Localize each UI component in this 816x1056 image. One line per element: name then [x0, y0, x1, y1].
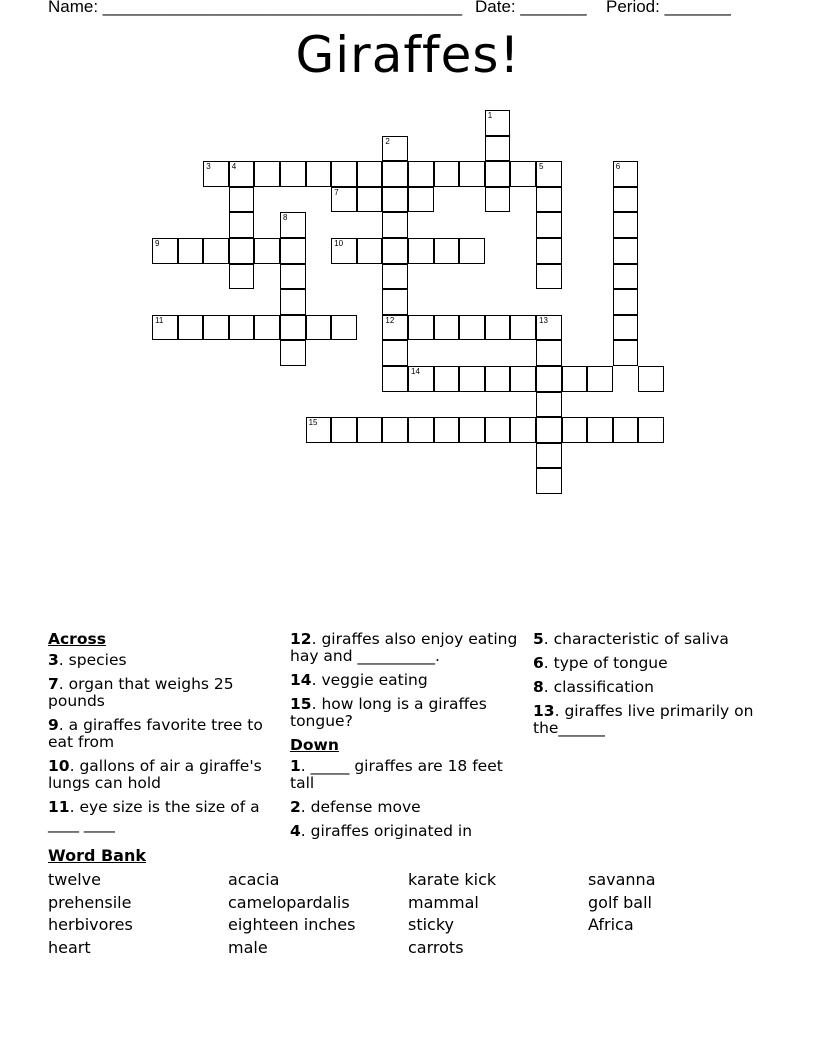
crossword-cell[interactable]: [280, 340, 306, 366]
crossword-cell[interactable]: [536, 366, 562, 392]
clue-across-9: 9. a giraffes favorite tree to eat from: [48, 716, 263, 751]
crossword-cell[interactable]: [306, 417, 332, 443]
clue-across-11: 11. eye size is the size of a ____ ____: [48, 798, 260, 833]
crossword-cell[interactable]: [613, 238, 639, 264]
crossword-cell[interactable]: [562, 417, 588, 443]
crossword-cell[interactable]: [280, 315, 306, 341]
crossword-cell[interactable]: [382, 212, 408, 238]
crossword-cell[interactable]: [613, 161, 639, 187]
clue-down-1: 1. _____ giraffes are 18 feet tall: [290, 757, 503, 792]
clue-number: 2: [385, 136, 390, 146]
clue-across-3: 3. species: [48, 651, 127, 669]
crossword-cell[interactable]: [306, 161, 332, 187]
crossword-cell[interactable]: [536, 161, 562, 187]
crossword-cell[interactable]: [152, 315, 178, 341]
clues-column-2: [290, 631, 525, 847]
crossword-cell[interactable]: [203, 161, 229, 187]
crossword-cell[interactable]: [331, 187, 357, 213]
crossword-cell[interactable]: [408, 161, 434, 187]
clue-across-14: 14. veggie eating: [290, 671, 428, 689]
crossword-cell[interactable]: [562, 366, 588, 392]
word-bank-item: sticky: [408, 915, 455, 934]
clue-number: 9: [155, 239, 160, 248]
crossword-cell[interactable]: [613, 417, 639, 443]
crossword-cell[interactable]: [254, 315, 280, 341]
crossword-cell[interactable]: [434, 366, 460, 392]
period-field: Period: _______: [606, 0, 731, 16]
crossword-cell[interactable]: [408, 417, 434, 443]
clues-column-1: [48, 631, 276, 840]
crossword-cell[interactable]: [229, 187, 255, 213]
clue-across-15: 15. how long is a giraffes tongue?: [290, 695, 487, 730]
clue-down-2: 2. defense move: [290, 798, 421, 816]
page-title: Giraffes!: [295, 26, 521, 84]
crossword-cell[interactable]: [536, 392, 562, 418]
crossword-cell[interactable]: [613, 289, 639, 315]
crossword-cell[interactable]: [536, 212, 562, 238]
clue-number: 3: [206, 162, 211, 172]
crossword-cell[interactable]: [382, 417, 408, 443]
name-field: Name: ______________________________________: [48, 0, 463, 16]
crossword-cell[interactable]: [408, 187, 434, 213]
clue-down-4: 4. giraffes originated in: [290, 822, 473, 840]
crossword-cell[interactable]: [331, 315, 357, 341]
clue-number: 11: [155, 315, 164, 325]
word-bank-item: mammal: [408, 892, 479, 912]
crossword-cell[interactable]: [203, 315, 229, 341]
clue-across-10: 10. gallons of air a giraffe's lungs can hold: [48, 757, 262, 792]
crossword-cell[interactable]: [587, 366, 613, 392]
crossword-cell[interactable]: [357, 238, 383, 264]
crossword-cell[interactable]: [408, 366, 434, 392]
crossword-cell[interactable]: [510, 366, 536, 392]
crossword-cell[interactable]: [613, 340, 639, 366]
crossword-cell[interactable]: [382, 340, 408, 366]
crossword-cell[interactable]: [536, 443, 562, 469]
crossword-cell[interactable]: [459, 315, 485, 341]
crossword-cell[interactable]: [382, 315, 408, 341]
crossword-cell[interactable]: [229, 315, 255, 341]
word-bank-item: Africa: [588, 915, 634, 934]
crossword-cell[interactable]: [638, 417, 664, 443]
crossword-cell[interactable]: [382, 187, 408, 213]
crossword-cell[interactable]: [459, 366, 485, 392]
crossword-cell[interactable]: [280, 264, 306, 290]
crossword-cell[interactable]: [408, 315, 434, 341]
word-bank-item: twelve: [48, 870, 101, 889]
crossword-cell[interactable]: [434, 161, 460, 187]
word-bank-heading: Word Bank: [48, 846, 147, 865]
crossword-cell[interactable]: [613, 315, 639, 341]
crossword-cell[interactable]: [434, 238, 460, 264]
clue-across-12: 12. giraffes also enjoy eating hay and __________.: [290, 630, 518, 665]
across-heading: Across: [48, 630, 106, 648]
crossword-cell[interactable]: [280, 238, 306, 264]
clue-number: 5: [539, 162, 544, 172]
crossword-cell[interactable]: [382, 366, 408, 392]
crossword-cell[interactable]: [382, 161, 408, 187]
clue-number: 12: [385, 315, 395, 325]
crossword-cell[interactable]: [382, 264, 408, 290]
crossword-cell[interactable]: [229, 238, 255, 264]
word-bank-item: golf ball: [588, 892, 652, 912]
crossword-cell[interactable]: [434, 417, 460, 443]
crossword-cell[interactable]: [152, 238, 178, 264]
date-field: Date: _______: [475, 0, 587, 16]
crossword-cell[interactable]: [331, 417, 357, 443]
clue-number: 8: [283, 213, 288, 223]
crossword-cell[interactable]: [510, 315, 536, 341]
crossword-cell[interactable]: [536, 238, 562, 264]
crossword-cell[interactable]: [536, 468, 562, 494]
crossword-cell[interactable]: [536, 264, 562, 290]
clue-number: 4: [231, 162, 237, 172]
crossword-cell[interactable]: [357, 187, 383, 213]
crossword-cell[interactable]: [434, 315, 460, 341]
clue-down-13: 13. giraffes live primarily on the______: [533, 702, 754, 737]
crossword-cell[interactable]: [485, 161, 511, 187]
crossword-cell[interactable]: [510, 161, 536, 187]
crossword-cell[interactable]: [254, 238, 280, 264]
crossword-cell[interactable]: [485, 136, 511, 162]
word-bank-item: acacia: [228, 870, 280, 889]
crossword-cell[interactable]: [306, 315, 332, 341]
clues-column-3: [533, 631, 778, 744]
crossword-cell[interactable]: [459, 161, 485, 187]
crossword-cell[interactable]: [536, 315, 562, 341]
crossword-cell[interactable]: [459, 417, 485, 443]
clue-down-8: 8. classification: [533, 678, 654, 696]
crossword-cell[interactable]: [613, 212, 639, 238]
crossword-cell[interactable]: [178, 315, 204, 341]
crossword-cell[interactable]: [459, 238, 485, 264]
word-bank-column-4: [588, 869, 656, 937]
word-bank-item: male: [228, 937, 268, 957]
clue-number: 6: [615, 162, 621, 172]
crossword-cell[interactable]: [536, 187, 562, 213]
crossword-cell[interactable]: [510, 417, 536, 443]
word-bank-item: carrots: [408, 937, 464, 957]
crossword-cell[interactable]: [485, 315, 511, 341]
clue-number: 13: [539, 315, 548, 325]
word-bank-item: herbivores: [48, 915, 133, 934]
crossword-cell[interactable]: [229, 161, 255, 187]
word-bank-column-1: [48, 869, 133, 959]
crossword-cell[interactable]: [357, 161, 383, 187]
clue-number: 10: [334, 239, 344, 248]
word-bank-column-3: [408, 869, 496, 959]
word-bank-item: camelopardalis: [228, 892, 350, 912]
crossword-cell[interactable]: [536, 417, 562, 443]
crossword-cell[interactable]: [485, 366, 511, 392]
crossword-cell[interactable]: [536, 340, 562, 366]
crossword-cell[interactable]: [178, 238, 204, 264]
crossword-cell[interactable]: [382, 238, 408, 264]
word-bank-item: savanna: [588, 870, 656, 889]
clue-number: 14: [411, 367, 420, 376]
crossword-cell[interactable]: [613, 264, 639, 290]
crossword-cell[interactable]: [280, 212, 306, 238]
word-bank-item: karate kick: [408, 870, 497, 889]
crossword-cell[interactable]: [280, 289, 306, 315]
crossword-cell[interactable]: [229, 264, 255, 290]
crossword-cell[interactable]: [485, 110, 511, 136]
word-bank-column-2: [228, 869, 355, 959]
clue-down-6: 6. type of tongue: [533, 654, 668, 672]
crossword-cell[interactable]: [357, 417, 383, 443]
clue-number: 15: [308, 418, 318, 428]
crossword-cell[interactable]: [254, 161, 280, 187]
down-heading: Down: [290, 736, 339, 754]
clue-across-7: 7. organ that weighs 25 pounds: [48, 675, 234, 710]
crossword-cell[interactable]: [331, 161, 357, 187]
word-bank-item: eighteen inches: [228, 915, 356, 934]
word-bank-item: prehensile: [48, 892, 132, 912]
crossword-cell[interactable]: [280, 161, 306, 187]
crossword-cell[interactable]: [331, 238, 357, 264]
crossword-cell[interactable]: [485, 417, 511, 443]
crossword-cell[interactable]: [203, 238, 229, 264]
clue-number: 7: [334, 187, 339, 197]
crossword-cell[interactable]: [485, 187, 511, 213]
crossword-cell[interactable]: [638, 366, 664, 392]
crossword-cell[interactable]: [613, 187, 639, 213]
crossword-cell[interactable]: [382, 289, 408, 315]
word-bank-item: heart: [48, 937, 91, 957]
clue-number: 1: [487, 111, 493, 120]
crossword-cell[interactable]: [229, 212, 255, 238]
clue-down-5: 5. characteristic of saliva: [533, 630, 729, 648]
crossword-cell[interactable]: [382, 136, 408, 162]
crossword-cell[interactable]: [587, 417, 613, 443]
crossword-cell[interactable]: [408, 238, 434, 264]
